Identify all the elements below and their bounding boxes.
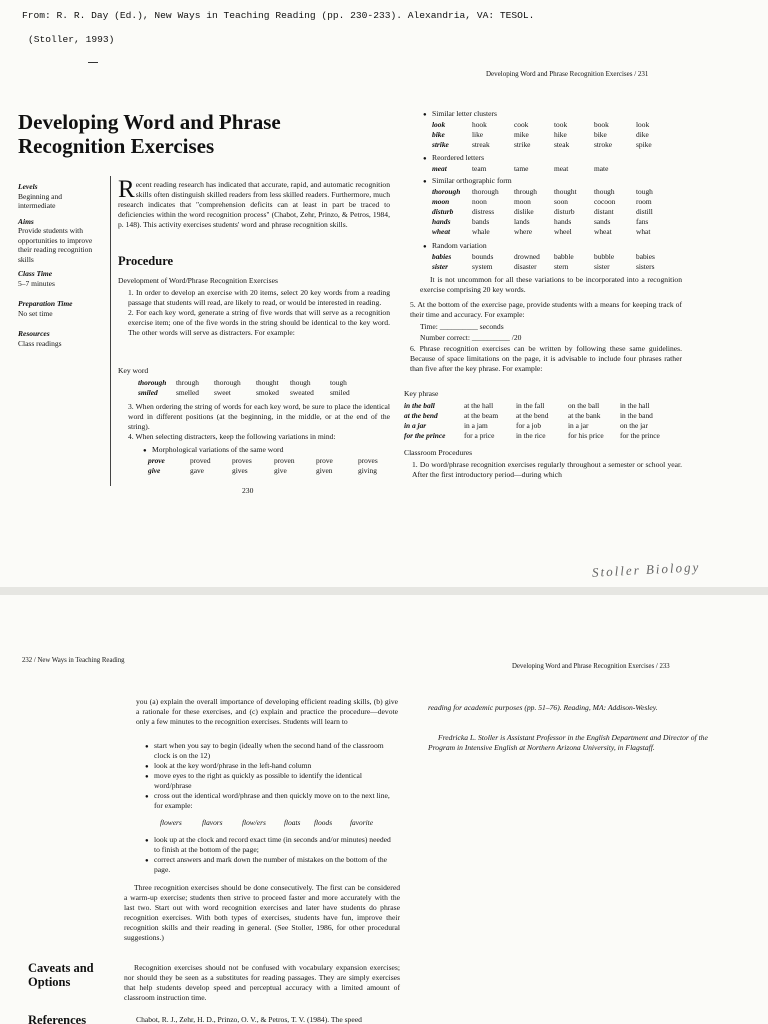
procedure-steps-a xyxy=(128,288,390,338)
word-cell: tough xyxy=(330,378,347,387)
word-cell: bubble xyxy=(594,252,615,261)
author-bio: Fredricka L. Stoller is Assistant Professor in the English Department and Director of the Program in Intensive English at Northern Arizona University, in Flagstaff. xyxy=(428,733,708,752)
word-cell: floods xyxy=(314,818,333,827)
word-cell: look xyxy=(636,120,650,129)
reference-continued: reading for academic purposes (pp. 51–76). Reading, MA: Addison-Wesley. xyxy=(428,703,658,712)
word-cell: thorough xyxy=(432,187,461,196)
time-label: Time: __________ seconds xyxy=(420,322,504,331)
title-line-2: Recognition Exercises xyxy=(18,134,215,158)
bullet-item: ● move eyes to the right as quickly as possible to identify the identical word/phrase xyxy=(154,771,398,791)
word-cell: meat xyxy=(432,164,447,173)
word-cell: sweet xyxy=(214,388,231,397)
number-correct-label: Number correct: __________ /20 xyxy=(420,333,522,342)
random-row xyxy=(432,262,672,272)
reorder-row xyxy=(432,164,672,174)
word-cell: tame xyxy=(514,164,529,173)
word-cell: dislike xyxy=(514,207,534,216)
word-cell: dike xyxy=(636,130,649,139)
word-cell: thorough xyxy=(472,187,499,196)
caveats-heading: Caveats and Options xyxy=(28,961,94,989)
word-cell: room xyxy=(636,197,652,206)
similar-row xyxy=(432,130,672,140)
word-cell: in the rice xyxy=(516,431,546,440)
word-cell: whale xyxy=(472,227,490,236)
word-cell: at the beam xyxy=(464,411,499,420)
bullet-item: ● cross out the identical word/phrase and then quickly move on to the next line, for example: xyxy=(154,791,398,811)
word-cell: distress xyxy=(472,207,495,216)
word-cell: give xyxy=(274,466,287,475)
word-cell: strike xyxy=(432,140,449,149)
word-cell: wheel xyxy=(554,227,572,236)
word-cell: system xyxy=(472,262,493,271)
procedure-heading: Procedure xyxy=(118,254,174,268)
word-cell: though xyxy=(594,187,615,196)
learn-bullets xyxy=(154,741,398,811)
ortho-heading: ● Similar orthographic form xyxy=(432,176,512,186)
word-cell: thorough xyxy=(214,378,241,387)
step-4: 4. When selecting distracters, keep the following variations in mind: xyxy=(128,432,336,441)
reference-1: Chabot, R. J., Zehr, H. D., Prinzo, O. V., & Petros, T. V. (1984). The speed xyxy=(136,1015,362,1024)
word-cell: proven xyxy=(274,456,295,465)
ortho-row xyxy=(432,227,672,237)
word-cell: favorite xyxy=(350,818,373,827)
word-cell: bike xyxy=(594,130,607,139)
word-cell: in the hall xyxy=(620,401,650,410)
key-word-row xyxy=(138,388,378,398)
page-title xyxy=(18,110,281,158)
procedure-steps-b xyxy=(128,402,390,442)
word-cell: proved xyxy=(190,456,211,465)
ortho-row xyxy=(432,217,672,227)
phrase-row xyxy=(404,421,684,431)
similar-heading: ● Similar letter clusters xyxy=(432,109,497,119)
class-time-heading: Class Time xyxy=(18,269,53,278)
key-word-row xyxy=(138,378,378,388)
word-cell: babble xyxy=(554,252,574,261)
morph-row xyxy=(148,466,388,476)
word-cell: bands xyxy=(472,217,490,226)
word-cell: for a price xyxy=(464,431,495,440)
word-cell: distill xyxy=(636,207,653,216)
word-cell: flavors xyxy=(202,818,223,827)
random-table xyxy=(432,252,672,274)
word-cell: where xyxy=(514,227,533,236)
word-cell: wheat xyxy=(432,227,451,236)
word-cell: like xyxy=(472,130,484,139)
word-cell: book xyxy=(594,120,609,129)
ortho-row xyxy=(432,197,672,207)
word-cell: proves xyxy=(232,456,252,465)
word-cell: in the ball xyxy=(404,401,435,410)
word-cell: sands xyxy=(594,217,611,226)
word-cell: soon xyxy=(554,197,568,206)
word-cell: cocoon xyxy=(594,197,616,206)
word-cell: on the ball xyxy=(568,401,600,410)
word-cell: hands xyxy=(554,217,572,226)
word-cell: proves xyxy=(358,456,378,465)
morph-heading: ● Morphological variations of the same word xyxy=(152,445,283,455)
ortho-row xyxy=(432,187,672,197)
word-cell: moon xyxy=(432,197,450,206)
word-cell: drowned xyxy=(514,252,540,261)
word-cell: steak xyxy=(554,140,570,149)
aims-text: Provide students with opportunities to improve their reading recognition skills xyxy=(18,226,93,264)
word-cell: hike xyxy=(554,130,567,139)
example-words xyxy=(160,818,390,828)
reorder-table xyxy=(432,164,672,175)
word-cell: sweated xyxy=(290,388,314,397)
word-cell: at the bend xyxy=(516,411,549,420)
word-cell: at the bend xyxy=(404,411,438,420)
word-cell: smoked xyxy=(256,388,279,397)
word-cell: for his price xyxy=(568,431,604,440)
word-cell: on the jar xyxy=(620,421,648,430)
random-row xyxy=(432,252,672,262)
word-cell: flowers xyxy=(160,818,182,827)
aims-heading: Aims xyxy=(18,216,34,226)
bullet-item: ● look up at the clock and record exact time (in seconds and/or minutes) needed to finish at the bottom of the page; xyxy=(154,835,398,855)
step-2: 2. For each key word, generate a string of five words that will serve as a recognition exercise item; one of the five words in the string should be identical to the key word. The other words will serve as distracters. For example: xyxy=(128,308,390,337)
word-cell: give xyxy=(148,466,161,475)
levels-heading: Levels xyxy=(18,182,38,191)
word-cell: prove xyxy=(316,456,333,465)
word-cell: in the band xyxy=(620,411,653,420)
word-cell: floats xyxy=(284,818,301,827)
morph-table xyxy=(148,456,388,478)
similar-table xyxy=(432,120,672,152)
intro-paragraph xyxy=(118,176,390,230)
prep-time-text: No set time xyxy=(18,308,53,318)
morph-row xyxy=(148,456,388,466)
word-cell: thought xyxy=(256,378,279,387)
word-cell: fans xyxy=(636,217,649,226)
consecutive-paragraph: Three recognition exercises should be done consecutively. The first can be considered a warm-up exercise; students then strive to proceed faster and more accurately with the last two. Start out with word recognition exercises and later have students do phrase recognition exercises. With both types of exercises, students have fun, improve their recognition skills and their reading in general. (See Stoller, 1986, for other procedural suggestions.) xyxy=(124,883,400,942)
page-divider xyxy=(0,587,768,595)
step-3: 3. When ordering the string of words for each key word, be sure to place the identical word in different positions (at the beginning, in the middle, or at the end of the string). xyxy=(128,402,390,431)
word-cell: noon xyxy=(472,197,487,206)
word-cell: what xyxy=(636,227,651,236)
phrase-row xyxy=(404,401,684,411)
mark xyxy=(88,62,98,63)
word-cell: at the bank xyxy=(568,411,601,420)
uncommon-note: It is not uncommon for all these variations to be incorporated into a recognition exercise comprising 20 key words. xyxy=(420,275,682,294)
word-cell: prove xyxy=(148,456,165,465)
word-cell: in the fall xyxy=(516,401,545,410)
word-cell: smiled xyxy=(330,388,350,397)
classroom-procedures-heading: Classroom Procedures xyxy=(404,448,473,457)
word-cell: stern xyxy=(554,262,569,271)
word-cell: tough xyxy=(636,187,653,196)
step-1: 1. In order to develop an exercise with 20 items, select 20 key words from a reading passage that students will read, are likely to read, or would be interested in reading. xyxy=(128,288,390,307)
key-word-table xyxy=(138,378,378,400)
word-cell: mate xyxy=(594,164,609,173)
similar-row xyxy=(432,140,672,150)
word-cell: flow/ers xyxy=(242,818,266,827)
word-cell: smelled xyxy=(176,388,199,397)
sidebar xyxy=(18,182,100,348)
word-cell: for the prince xyxy=(620,431,660,440)
word-cell: wheat xyxy=(594,227,612,236)
word-cell: spike xyxy=(636,140,652,149)
resources-heading: Resources xyxy=(18,329,50,338)
word-cell: distant xyxy=(594,207,614,216)
word-cell: sister xyxy=(594,262,610,271)
word-cell: team xyxy=(472,164,487,173)
similar-row xyxy=(432,120,672,130)
word-cell: though xyxy=(290,378,311,387)
page-spread-2 xyxy=(0,595,768,1024)
word-cell: disturb xyxy=(554,207,575,216)
ortho-table xyxy=(432,187,672,239)
classroom-step-1: 1. Do word/phrase recognition exercises regularly throughout a semester or school year. After the first introductory period—during which xyxy=(412,460,682,479)
right-running-head: Developing Word and Phrase Recognition Exercises / 233 xyxy=(512,663,670,670)
word-cell: through xyxy=(176,378,199,387)
word-cell: through xyxy=(514,187,537,196)
step-6: 6. Phrase recognition exercises can be written by following these same guidelines. Because of space limitations on the page, it is advisable to include four phrases rather than five after the key phrase. For example: xyxy=(410,344,682,373)
bullet-item: ● start when you say to begin (ideally when the second hand of the classroom clock is on the 12) xyxy=(154,741,398,761)
caveats-text: Recognition exercises should not be confused with vocabulary expansion exercises; nor should they be seen as a substitutes for reading passages. They are simply exercises that help students develop speed and perceptual accuracy with a limited amount of classroom instruction time. xyxy=(124,963,400,1002)
word-cell: meat xyxy=(554,164,569,173)
word-cell: disaster xyxy=(514,262,537,271)
word-cell: babies xyxy=(432,252,452,261)
record-bullets xyxy=(154,835,398,875)
reorder-heading: ● Reordered letters xyxy=(432,153,484,163)
word-cell: hook xyxy=(472,120,487,129)
word-cell: moon xyxy=(514,197,531,206)
bullet-item: ● look at the key word/phrase in the left-hand column xyxy=(154,761,398,771)
word-cell: mike xyxy=(514,130,529,139)
resources-text: Class readings xyxy=(18,338,62,348)
word-cell: for the prince xyxy=(404,431,446,440)
intro-text: ecent reading research has indicated that accurate, rapid, and automatic recognition skills often distinguish skilled readers from less skilled readers. Furthermore, much research indicates that "comprehension deficits can at least in part be traced to deficiencies within the word recognition process" (Chabot, Zehr, Prinzo, & Petros, 1984, p. 148). This activity exercises students' word and phrase recognition skills. xyxy=(118,180,390,229)
word-cell: in a jam xyxy=(464,421,488,430)
word-cell: thorough xyxy=(138,378,167,387)
word-cell: for a job xyxy=(516,421,542,430)
step-5: 5. At the bottom of the exercise page, provide students with a means for keeping track of their time and accuracy. For example: xyxy=(410,300,682,319)
word-cell: given xyxy=(316,466,333,475)
word-cell: at the hall xyxy=(464,401,494,410)
word-cell: strike xyxy=(514,140,531,149)
phrase-row xyxy=(404,411,684,421)
word-cell: cook xyxy=(514,120,529,129)
phrase-row xyxy=(404,431,684,441)
word-cell: gave xyxy=(190,466,204,475)
levels-text: Beginning and intermediate xyxy=(18,191,62,210)
key-phrase-heading: Key phrase xyxy=(404,389,439,398)
word-cell: sister xyxy=(432,262,449,271)
references-heading: References xyxy=(28,1013,87,1024)
word-cell: lands xyxy=(514,217,530,226)
key-word-heading: Key word xyxy=(118,366,149,375)
word-cell: babies xyxy=(636,252,655,261)
page-number-230: 230 xyxy=(242,486,254,495)
column-rule xyxy=(110,176,111,486)
word-cell: thought xyxy=(554,187,577,196)
word-cell: bounds xyxy=(472,252,494,261)
ortho-row xyxy=(432,207,672,217)
phrase-table xyxy=(404,401,684,443)
example-row xyxy=(160,818,390,829)
word-cell: hands xyxy=(432,217,451,226)
word-cell: gives xyxy=(232,466,248,475)
left-running-head: 232 / New Ways in Teaching Reading xyxy=(22,657,125,664)
word-cell: in a jar xyxy=(404,421,427,430)
bullet-item: ● correct answers and mark down the number of mistakes on the bottom of the page. xyxy=(154,855,398,875)
word-cell: stroke xyxy=(594,140,613,149)
development-heading: Development of Word/Phrase Recognition Exercises xyxy=(118,276,278,285)
word-cell: took xyxy=(554,120,568,129)
word-cell: in a jar xyxy=(568,421,589,430)
word-cell: disturb xyxy=(432,207,454,216)
citation-line-1: From: R. R. Day (Ed.), New Ways in Teaching Reading (pp. 230-233). Alexandria, VA: TESOL. xyxy=(22,10,535,21)
word-cell: bike xyxy=(432,130,445,139)
drop-cap: R xyxy=(118,176,135,203)
title-line-1: Developing Word and Phrase xyxy=(18,110,281,134)
word-cell: streak xyxy=(472,140,490,149)
prep-time-heading: Preparation Time xyxy=(18,299,73,308)
word-cell: sisters xyxy=(636,262,655,271)
citation-line-2: (Stoller, 1993) xyxy=(28,34,115,45)
word-cell: giving xyxy=(358,466,377,475)
word-cell: look xyxy=(432,120,446,129)
handwritten-note: Stoller Biology xyxy=(591,559,701,580)
class-time-text: 5–7 minutes xyxy=(18,278,55,288)
running-head: Developing Word and Phrase Recognition Exercises / 231 xyxy=(486,70,649,78)
continuation-paragraph: you (a) explain the overall importance of developing efficient reading skills, (b) give a rationale for these exercises, and (c) explain and practice the procedure—devote only a few minutes to the recognition exercises. Students will learn to xyxy=(136,697,398,726)
word-cell: smiled xyxy=(138,388,158,397)
random-heading: ● Random variation xyxy=(432,241,487,251)
